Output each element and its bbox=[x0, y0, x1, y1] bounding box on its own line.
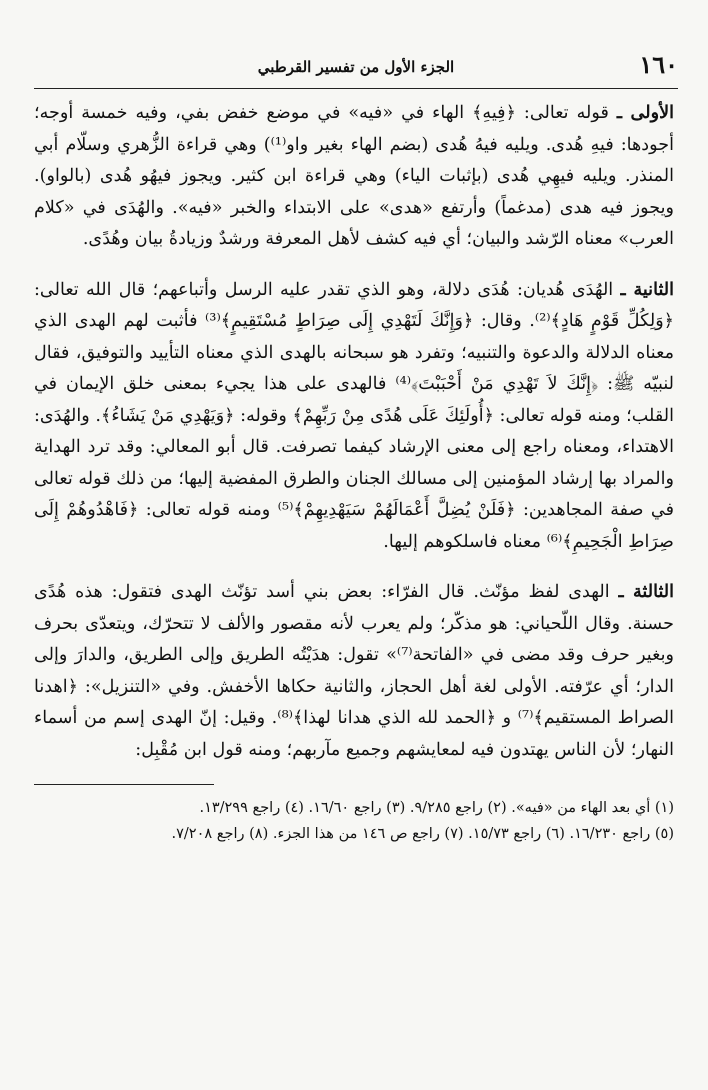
footnotes bbox=[34, 795, 678, 847]
footnote-divider bbox=[34, 784, 214, 785]
page-body bbox=[34, 97, 678, 766]
page-number: ١٦٠ bbox=[639, 50, 678, 79]
section-first bbox=[34, 97, 678, 256]
running-title: الجزء الأول من تفسير القرطبي bbox=[257, 58, 455, 76]
footnote-line: (٥) راجع ١٦/٢٣٠. (٦) راجع ١٥/٧٣. (٧) راجع ص ١٤٦ من هذا الجزء. (٨) راجع ٧/٢٠٨. bbox=[171, 826, 674, 842]
section-heading: الثانية ـ bbox=[620, 278, 674, 300]
section-heading: الأولى ـ bbox=[616, 102, 674, 123]
section-second bbox=[34, 274, 678, 559]
footnote-line: (١) أي بعد الهاء من «فيه». (٢) راجع ٩/٢٨٥. (٣) راجع ١٦/٦٠. (٤) راجع ١٣/٢٩٩. bbox=[199, 800, 674, 816]
section-text: الهُدَى هُديان: هُدَى دلالة، وهو الذي تقدر عليه الرسل وأتباعهم؛ قال الله تعالى: ﴿وَلِكُلِّ قَوْمٍ هَادٍ﴾⁽²⁾. وقال: ﴿وَإِنَّكَ لَتَهْدِي إِلَى صِرَاطٍ مُسْتَقِيمٍ﴾⁽³⁾ فأثبت لهم الهدى الذي معناه الدلالة والدعوة والتنبيه؛ وتفرد هو سبحانه بالهدى الذي معناه التأييد والتوفيق، فقال لنبيّه ﷺ: ﴿إِنَّكَ لاَ تَهْدِي مَنْ أَحْبَبْتَ﴾⁽⁴⁾ فالهدى على هذا يجيء بمعنى خلق الإيمان في القلب؛ ومنه قوله تعالى: ﴿أُولَئِكَ عَلَى هُدًى مِنْ رَبِّهِمْ﴾ وقوله: ﴿وَيَهْدِي مَنْ يَشَاءُ﴾. والهُدَى: الاهتداء، ومعناه راجع إلى معنى الإرشاد كيفما تصرفت. قال أبو المعالي: وقد ترد الهداية والمراد بها إرشاد المؤمنين إلى مسالك الجنان والطرق المفضية إليها؛ من ذلك قوله تعالى في صفة المجاهدين: ﴿فَلَنْ يُضِلَّ أَعْمَالَهُمْ سَيَهْدِيهِمْ﴾⁽⁵⁾ ومنه قوله تعالى: ﴿فَاهْدُوهُمْ إِلَى صِرَاطِ الْجَحِيمِ﴾⁽⁶⁾ معناه فاسلكوهم إليها. bbox=[34, 279, 674, 552]
section-heading: الثالثة ـ bbox=[618, 581, 675, 602]
section-text: قوله تعالى: ﴿فِيهِ﴾ الهاء في «فيه» في موضع خفض بفي، وفيه خمسة أوجه؛ أجودها: فيهِ هُدى. ويليه فيهُ هُدى (بضم الهاء بغير واو⁽¹⁾) وهي قراءة الزُّهري وسلّام أبي المنذر. ويليه فيهِي هُدى (بإثبات الياء) وهي قراءة ابن كثير. ويجوز فيهُو هُدى (بالواو). ويجوز فيه هدى (مدغماً) وأرتفع «هدى» على الابتداء والخبر «فيه». والهُدَى في «كلام العرب» معناه الرّشد والبيان؛ أي فيه كشف لأهل المعرفة ورشدٌ وزيادةُ بيان وهُدًى. bbox=[34, 103, 674, 249]
section-text: الهدى لفظ مؤنّث. قال الفرّاء: بعض بني أسد تؤنّث الهدى فتقول: هذه هُدًى حسنة. وقال اللّحياني: هو مذكّر؛ ولم يعرب لأنه مقصور والألف لا تتحرّك، ويتعدّى بحرف وبغير حرف وقد مضى في «الفاتحة⁽⁷⁾» تقول: هدَيْتُه الطريق وإلى الطريق، والدارَ وإلى الدار؛ أي عرّفته. الأولى لغة أهل الحجاز، والثانية حكاها الأخفش. وفي «التنزيل»: ﴿اهدنا الصراط المستقيم﴾⁽⁷⁾ و ﴿الحمد لله الذي هدانا لهذا﴾⁽⁸⁾. وقيل: إنّ الهدى إسم من أسماء النهار؛ لأن الناس يهتدون فيه لمعايشهم وجميع مآربهم؛ ومنه قول ابن مُقْبِل: bbox=[34, 582, 675, 760]
book-page bbox=[34, 50, 678, 1070]
section-third bbox=[34, 576, 678, 766]
page-header bbox=[34, 50, 678, 89]
